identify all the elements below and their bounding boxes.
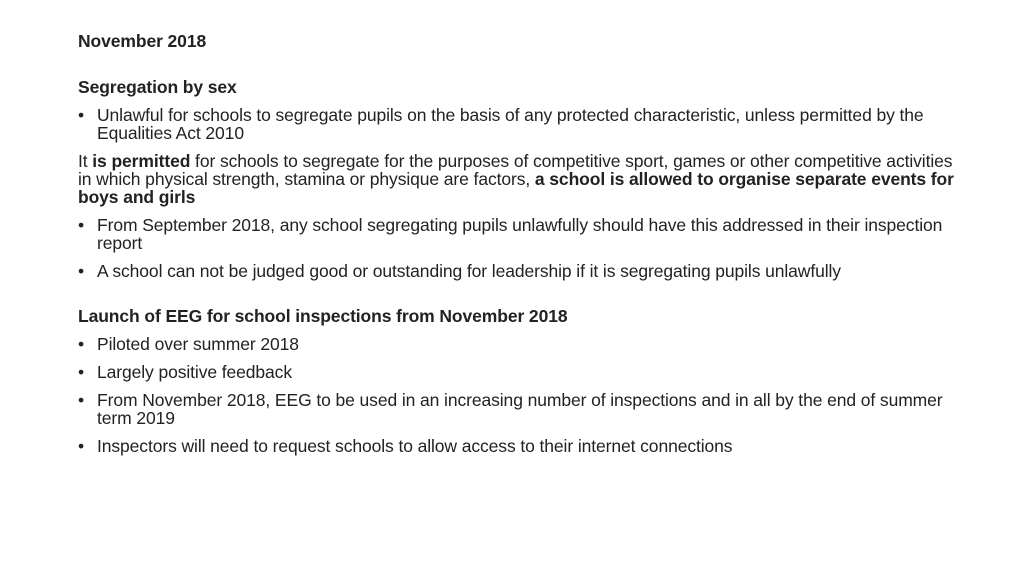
bullet-marker: •: [78, 261, 85, 281]
list-item: [78, 262, 958, 280]
list-item-text: Largely positive feedback: [97, 362, 292, 382]
bullet-marker: •: [78, 362, 85, 382]
bullet-marker: •: [78, 334, 85, 354]
bullet-marker: •: [78, 390, 85, 410]
paragraph-bold-text: a school is allowed to organise separate events for boys and girls: [78, 169, 954, 207]
list-item-text: From November 2018, EEG to be used in an increasing number of inspections and in all by the end of summer term 2019: [97, 390, 943, 428]
list-item: [78, 363, 958, 381]
paragraph-bold-text: is permitted: [92, 151, 191, 171]
segregation-bullet-list-2: [78, 216, 958, 280]
list-item: [78, 216, 958, 252]
paragraph-text: for schools to segregate for the purposes of competitive sport, games or other competitive activities in which physical strength, stamina or physique are factors,: [78, 151, 953, 189]
list-item-text: Unlawful for schools to segregate pupils on the basis of any protected characteristic, unless permitted by the Equalities Act 2010: [97, 105, 924, 143]
permitted-paragraph: [78, 152, 958, 206]
bullet-marker: •: [78, 105, 85, 125]
date-heading: November 2018: [78, 31, 207, 51]
paragraph-text: It: [78, 151, 93, 171]
slide-content: [78, 28, 958, 455]
list-item-text: Piloted over summer 2018: [97, 334, 299, 354]
list-item-text: From September 2018, any school segregating pupils unlawfully should have this addressed in their inspection report: [97, 215, 943, 253]
list-item-text: Inspectors will need to request schools to allow access to their internet connections: [97, 436, 733, 456]
list-item: [78, 391, 958, 427]
bullet-marker: •: [78, 436, 85, 456]
section-heading-segregation: Segregation by sex: [78, 77, 237, 97]
list-item: [78, 335, 958, 353]
list-item: [78, 106, 958, 142]
bullet-marker: •: [78, 215, 85, 235]
segregation-bullet-list: [78, 106, 958, 142]
list-item: [78, 437, 958, 455]
eeg-bullet-list: [78, 335, 958, 455]
section-heading-eeg-launch: Launch of EEG for school inspections from November 2018: [78, 306, 568, 326]
list-item-text: A school can not be judged good or outstanding for leadership if it is segregating pupils unlawfully: [97, 261, 841, 281]
